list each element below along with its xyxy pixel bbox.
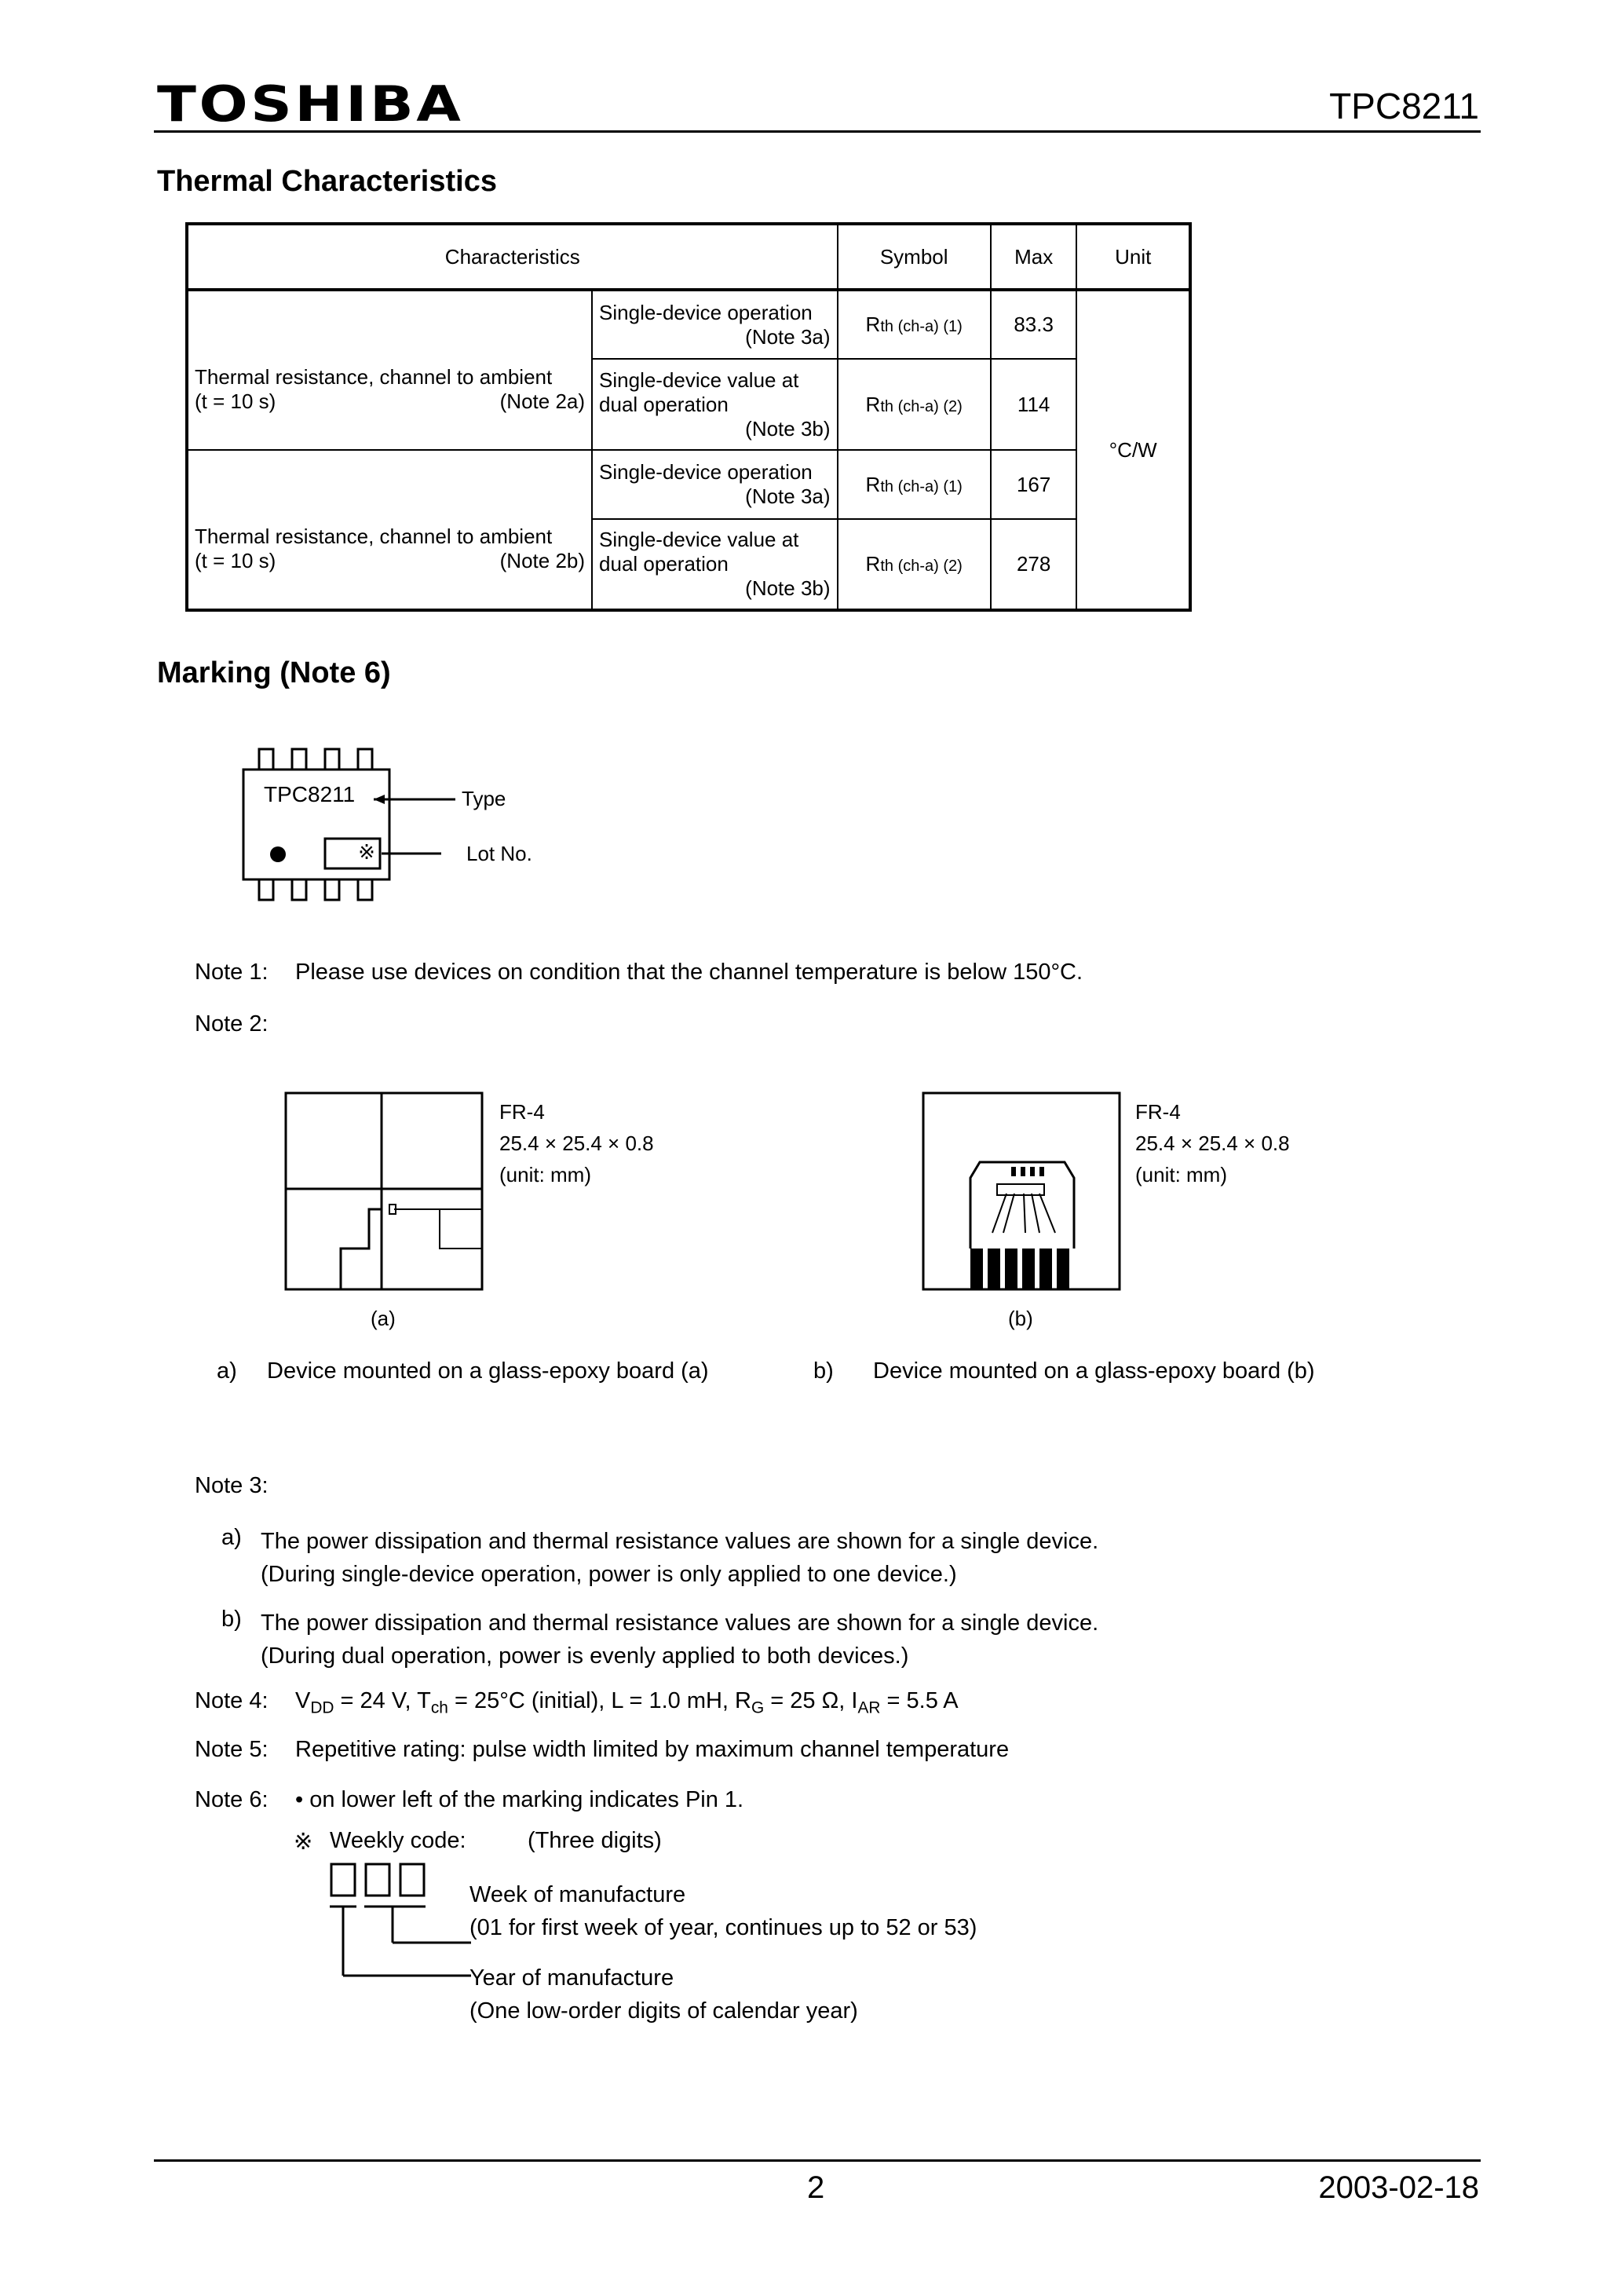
weekly-digits: (Three digits) (528, 1828, 662, 1853)
table-row (187, 450, 1190, 519)
lot-symbol: ※ (358, 840, 375, 864)
chip-label: TPC8211 (264, 782, 356, 806)
max-cell: 278 (991, 519, 1077, 610)
symbol-cell: Rth (ch-a) (1) (838, 290, 991, 359)
board-b-spec: FR-4 25.4 × 25.4 × 0.8 (unit: mm) (1135, 1100, 1290, 1186)
doc-date: 2003-02-18 (1318, 2170, 1479, 2205)
condition-cell: Single-device operation (Note 3a) (592, 290, 838, 359)
note2-label: Note 2: (195, 1011, 269, 1036)
part-number: TPC8211 (1329, 86, 1479, 126)
col-unit: Unit (1076, 224, 1190, 290)
board-b-desc-label: b) (813, 1358, 834, 1384)
note3a-label: a) (221, 1525, 242, 1550)
condition-cell: Single-device operation (Note 3a) (592, 450, 838, 519)
board-a-spec: FR-4 25.4 × 25.4 × 0.8 (unit: mm) (499, 1100, 654, 1186)
board-b-diagram (922, 1091, 1123, 1292)
note3b-text: The power dissipation and thermal resistance values are shown for a single device. (During dual operation, power is evenly applied to both devices.) (261, 1610, 1099, 1669)
symbol-cell: Rth (ch-a) (2) (838, 519, 991, 610)
note3b-label: b) (221, 1607, 242, 1632)
marking-diagram (236, 738, 550, 911)
board-b-caption: (b) (1008, 1307, 1033, 1330)
condition-cell: Single-device value at dual operation (Note 3b) (592, 359, 838, 450)
col-max: Max (991, 224, 1077, 290)
max-cell: 167 (991, 450, 1077, 519)
max-cell: 114 (991, 359, 1077, 450)
symbol-cell: Rth (ch-a) (2) (838, 359, 991, 450)
note4-text: $V_{DD} = 24$ V, $T_{ch} = 25^\circ C$ (initial), L = 1.0 mH, $R_G = 25$ Ω, $I_{AR} = 5.5$ A (295, 1688, 959, 1717)
table-row (187, 290, 1190, 359)
group-2-label: Thermal resistance, channel to ambient (t = 10 s) (Note 2b) (187, 450, 592, 610)
note4-label: Note 4: (195, 1688, 269, 1713)
thermal-title: Thermal Characteristics (157, 165, 497, 198)
note3-label: Note 3: (195, 1473, 269, 1498)
board-a-desc: Device mounted on a glass-epoxy board (a) (267, 1358, 709, 1384)
marking-title: Marking (Note 6) (157, 656, 391, 689)
weekly-label: Weekly code: (330, 1828, 466, 1853)
toshiba-logo: TOSHIBA (157, 75, 464, 133)
lot-label: Lot No. (466, 842, 532, 865)
note3a-text: The power dissipation and thermal resistance values are shown for a single device. (During single-device operation, power is only applied to one device.) (261, 1529, 1099, 1587)
year-of-manufacture: Year of manufacture (One low-order digits of calendar year) (469, 1965, 858, 2024)
col-characteristics: Characteristics (187, 224, 838, 290)
page-number: 2 (807, 2170, 825, 2205)
footer-rule (154, 2159, 1481, 2162)
note5-label: Note 5: (195, 1737, 269, 1762)
group-1-label: Thermal resistance, channel to ambient (t = 10 s) (Note 2a) (187, 290, 592, 450)
condition-cell: Single-device value at dual operation (Note 3b) (592, 519, 838, 610)
board-b-desc: Device mounted on a glass-epoxy board (b) (873, 1358, 1315, 1384)
note1-text: Please use devices on condition that the channel temperature is below 150°C. (295, 960, 1083, 985)
max-cell: 83.3 (991, 290, 1077, 359)
weekly-symbol: ※ (294, 1830, 313, 1855)
note1-label: Note 1: (195, 960, 269, 985)
type-label: Type (462, 787, 506, 810)
note6-text: • on lower left of the marking indicates Pin 1. (295, 1787, 744, 1812)
board-a-desc-label: a) (217, 1358, 237, 1384)
note6-label: Note 6: (195, 1787, 269, 1812)
note5-text: Repetitive rating: pulse width limited by maximum channel temperature (295, 1737, 1010, 1762)
table-header-row (187, 224, 1190, 290)
symbol-cell: Rth (ch-a) (1) (838, 450, 991, 519)
unit-cell: °C/W (1076, 290, 1190, 610)
board-a-caption: (a) (371, 1307, 396, 1330)
header-rule (154, 130, 1481, 133)
thermal-table (185, 222, 1192, 612)
week-of-manufacture: Week of manufacture (01 for first week of year, continues up to 52 or 53) (469, 1882, 977, 1940)
pin1-dot-icon (270, 846, 286, 862)
board-a-diagram (284, 1091, 485, 1292)
col-symbol: Symbol (838, 224, 991, 290)
weekly-code-diagram (322, 1861, 471, 1979)
